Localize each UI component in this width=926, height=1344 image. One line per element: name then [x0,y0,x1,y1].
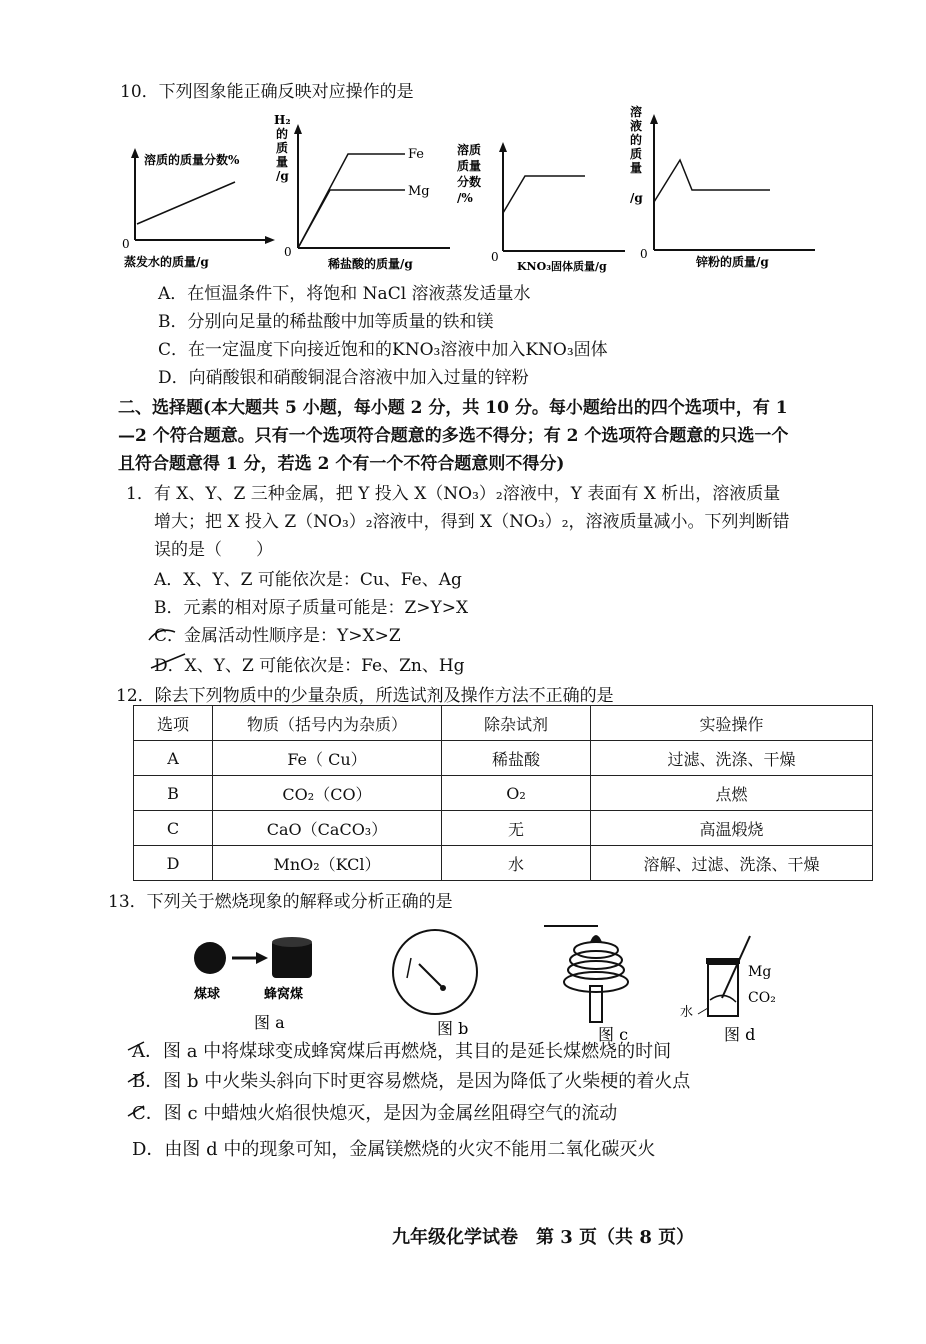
svg-text:溶质: 溶质 [457,143,482,157]
figure-b-label: 图 b [437,1019,469,1038]
table-row: B CO₂（CO） O₂ 点燃 [134,776,873,811]
mg-line [298,190,405,248]
chart-b [270,110,460,275]
coal-ball [194,942,226,974]
table-row: C CaO（CaCO₃） 无 高温煅烧 [134,811,873,846]
col-header: 物质（括号内为杂质） [213,706,442,741]
chart-c-xlabel: KNO₃固体质量/g [517,260,607,273]
label-co2: CO₂ [748,990,776,1006]
section2-line1: 二、选择题(本大题共 5 小题，每小题 2 分，共 10 分。每小题给出的四个选项中，有 1 [118,398,788,418]
col-header: 实验操作 [591,706,873,741]
svg-text:0: 0 [122,237,130,251]
chart-a-xlabel: 蒸发水的质量/g [124,255,209,269]
pen-strike-marks-q11 [145,618,215,678]
chart-d [620,102,820,277]
svg-text:质量: 质量 [457,159,482,173]
chart-c [455,118,635,278]
q11-line1: 1．有 X、Y、Z 三种金属，把 Y 投入 X（NO₃）₂溶液中，Y 表面有 X 析出，溶液质量 [126,484,781,504]
q10-option-c[interactable]: C．在一定温度下向接近饱和的KNO₃溶液中加入KNO₃固体 [158,340,608,360]
chart-d-xlabel: 锌粉的质量/g [696,255,769,269]
chart-b-xlabel: 稀盐酸的质量/g [328,257,413,271]
chart-a [100,140,280,270]
figure-d [680,928,800,1043]
svg-text:0: 0 [284,245,292,259]
q11-line3: 误的是（ ） [154,540,273,560]
label-mg: Mg [748,964,772,980]
section2-line2: —2 个符合题意。只有一个选项符合题意的多选不得分；有 2 个选项符合题意的只选一个 [118,426,789,446]
pen-strike-marks-q13 [124,1036,164,1136]
page-footer: 九年级化学试卷 第 3 页（共 8 页） [392,1227,695,1248]
q11-option-d[interactable]: D．X、Y、Z 可能依次是：Fe、Zn、Hg [154,656,465,676]
figure-d-label: 图 d [724,1025,756,1043]
label-water: 水 [680,1005,694,1020]
svg-text:量: 量 [276,155,289,169]
q11-line2: 增大；把 X 投入 Z（NO₃）₂溶液中，得到 X（NO₃）₂，溶液质量减小。下列判断错 [154,512,790,532]
svg-text:0: 0 [640,247,648,261]
figure-c [540,920,650,1045]
svg-text:量: 量 [630,161,643,175]
svg-text:/g: /g [630,191,643,205]
table-row: A Fe（ Cu） 稀盐酸 过滤、洗涤、干燥 [134,741,873,776]
figure-b [385,928,495,1038]
chart-d-ylabel [630,104,643,205]
q12-table [133,705,873,881]
figure-c-label: 图 c [598,1025,629,1044]
fe-line [298,154,405,248]
table-header-row [134,706,873,741]
q10-option-b[interactable]: B．分别向足量的稀盐酸中加等质量的铁和镁 [158,312,494,332]
svg-text:0: 0 [491,250,499,264]
chart-c-ylabel [457,142,481,205]
figure-a-label: 图 a [254,1013,285,1032]
q11-option-b[interactable]: B．元素的相对原子质量可能是：Z>Y>X [154,598,469,618]
svg-text:H₂: H₂ [274,113,291,127]
q12-stem: 12．除去下列物质中的少量杂质，所选试剂及操作方法不正确的是 [116,686,614,706]
svg-text:的: 的 [276,127,289,141]
svg-text:的: 的 [630,133,643,147]
chart-b-ylabel [274,113,291,183]
svg-text:/%: /% [457,191,473,205]
svg-text:质: 质 [276,141,289,155]
q10-stem: 10．下列图象能正确反映对应操作的是 [120,82,414,102]
svg-text:煤球: 煤球 [194,987,221,1002]
svg-text:质: 质 [630,147,643,161]
col-header: 除杂试剂 [442,706,591,741]
section2-line3: 且符合题意得 1 分，若选 2 个有一个不符合题意则不得分) [118,454,565,474]
svg-text:/g: /g [276,169,289,183]
table-row: D MnO₂（KCl） 水 溶解、过滤、洗涤、干燥 [134,846,873,881]
series-mg: Mg [408,184,430,199]
chart-a-ylabel: 溶质的质量分数% [144,153,240,167]
q13-option-c[interactable]: C．图 c 中蜡烛火焰很快熄灭，是因为金属丝阻碍空气的流动 [132,1103,618,1124]
col-header: 选项 [134,706,213,741]
q10-option-a[interactable]: A．在恒温条件下，将饱和 NaCl 溶液蒸发适量水 [158,284,531,304]
figure-a [188,930,338,1035]
q10-option-d[interactable]: D．向硝酸银和硝酸铜混合溶液中加入过量的锌粉 [158,368,529,388]
q13-option-a[interactable]: A．图 a 中将煤球变成蜂窝煤后再燃烧，其目的是延长煤燃烧的时间 [132,1041,672,1062]
q11-option-a[interactable]: A．X、Y、Z 可能依次是：Cu、Fe、Ag [154,570,462,590]
q13-option-b[interactable]: B．图 b 中火柴头斜向下时更容易燃烧，是因为降低了火柴梗的着火点 [132,1071,691,1092]
svg-text:蜂窝煤: 蜂窝煤 [264,987,304,1002]
svg-text:液: 液 [630,119,643,133]
matchstick [419,964,441,986]
svg-text:溶: 溶 [630,105,643,119]
q11-option-c[interactable]: C．金属活动性顺序是：Y>X>Z [154,626,401,646]
svg-text:分数: 分数 [457,175,482,189]
series-fe: Fe [408,147,425,162]
q13-option-d[interactable]: D．由图 d 中的现象可知，金属镁燃烧的火灾不能用二氧化碳灭火 [132,1139,656,1160]
q13-stem: 13．下列关于燃烧现象的解释或分析正确的是 [108,892,453,912]
